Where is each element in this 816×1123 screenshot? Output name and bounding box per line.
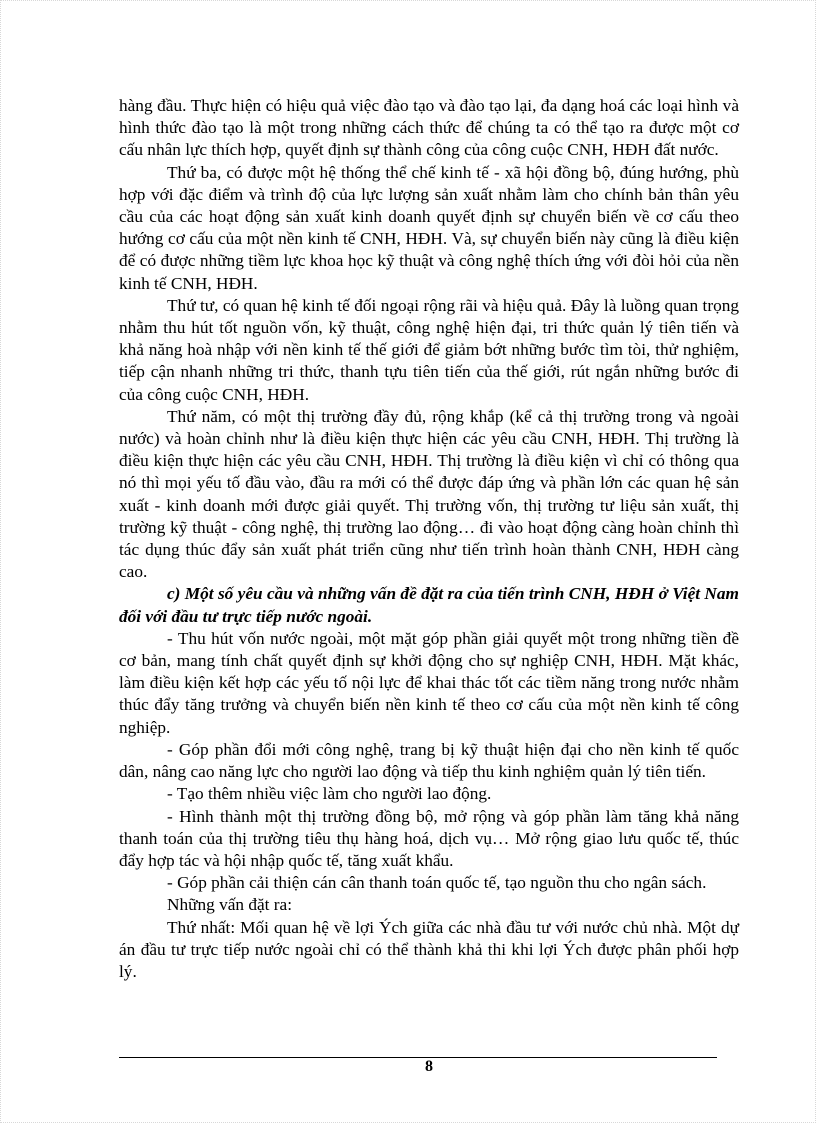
paragraph-thu-ba: Thứ ba, có được một hệ thống thể chế kinh tế - xã hội đồng bộ, đúng hướng, phù hợp với đặc điểm và trình độ của lực lượng sản xuất nhằm làm cho chính bản thân yêu cầu của các hoạt động sản xuất kinh doanh quyết định sự chuyển biến về cơ cấu theo hướng cơ cấu của một nền kinh tế CNH, HĐH. Và, sự chuyển biến này cũng là điều kiện để có được những tiềm lực khoa học kỹ thuật và công nghệ thích ứng với đòi hỏi của nền kinh tế CNH, HĐH. — [119, 162, 739, 293]
page-number: 8 — [425, 1058, 433, 1075]
bullet-can-can-thanh-toan: - Góp phần cải thiện cán cân thanh toán quốc tế, tạo nguồn thu cho ngân sách. — [167, 873, 707, 893]
bullet-doi-moi-cong-nghe: - Góp phần đổi mới công nghệ, trang bị kỹ thuật hiện đại cho nền kinh tế quốc dân, nâng cao năng lực cho người lao động và tiếp thu kinh nghiệm quản lý tiên tiến. — [119, 739, 739, 782]
bullet-thi-truong: - Hình thành một thị trường đồng bộ, mở rộng và góp phần làm tăng khả năng thanh toán của thị trường tiêu thụ hàng hoá, dịch vụ… Mở rộng giao lưu quốc tế, thúc đẩy hợp tác và hội nhập quốc tế, tăng xuất khẩu. — [119, 806, 739, 870]
issues-heading: Những vấn đặt ra: — [167, 895, 293, 915]
bullet-viec-lam: - Tạo thêm nhiều việc làm cho người lao động. — [167, 784, 492, 804]
body-text — [119, 95, 739, 983]
paragraph-continuation: hàng đầu. Thực hiện có hiệu quả việc đào tạo và đào tạo lại, đa dạng hoá các loại hình và hình thức đào tạo là một trong những cách thức để chúng ta có thể tạo ra được một cơ cấu nhân lực thích hợp, quyết định sự thành công của công cuộc CNH, HĐH đất nước. — [119, 96, 739, 160]
paragraph-thu-nhat: Thứ nhất: Mối quan hệ về lợi Ých giữa các nhà đầu tư với nước chủ nhà. Một dự án đầu tư trực tiếp nước ngoài chỉ có thể thành khả thi khi lợi Ých được phân phối hợp lý. — [119, 917, 739, 981]
paragraph-thu-tu: Thứ tư, có quan hệ kinh tế đối ngoại rộng rãi và hiệu quả. Đây là luồng quan trọng nhằm thu hút tốt nguồn vốn, kỹ thuật, công nghệ hiện đại, tri thức quản lý tiên tiến và khả năng hoà nhập với nền kinh tế thế giới để giảm bớt những bước tìm tòi, thử nghiệm, tiếp cận nhanh những tri thức, thanh tựu tiên tiến của thế giới, rút ngắn những bước đi của công cuộc CNH, HĐH. — [119, 295, 739, 404]
paragraph-thu-nam: Thứ năm, có một thị trường đầy đủ, rộng khắp (kể cả thị trường trong và ngoài nước) và hoàn chỉnh như là điều kiện thực hiện các yêu cầu CNH, HĐH. Thị trường là điều kiện thực hiện các yêu cầu CNH, HĐH. Thị trường là điều kiện vì chỉ có thông qua nó thì mọi yếu tố đầu vào, đầu ra mới có thể được đáp ứng và phần lớn các quan hệ sản xuất - kinh doanh mới được giải quyết. Thị trường vốn, thị trường tư liệu sản xuất, thị trường kỹ thuật - công nghệ, thị trường lao động… đi vào hoạt động càng hoàn chỉnh thì tác dụng thúc đẩy sản xuất phát triển cũng như tiến trình hoàn thành CNH, HĐH càng cao. — [119, 406, 739, 582]
section-heading-c: c) Một số yêu cầu và những vấn đề đặt ra của tiến trình CNH, HĐH ở Việt Nam đối với đầu tư trực tiếp nước ngoài. — [119, 584, 739, 626]
bullet-thu-hut-von: - Thu hút vốn nước ngoài, một mặt góp phần giải quyết một trong những tiền đề cơ bản, mang tính chất quyết định sự khởi động cho sự nghiệp CNH, HĐH. Mặt khác, làm điều kiện kết hợp các yếu tố nội lực để khai thác tốt các tiềm năng trong nước nhằm thúc đẩy tăng trưởng và chuyển biến nền kinh tế theo cơ cấu của một nền kinh tế công nghiệp. — [119, 628, 739, 737]
